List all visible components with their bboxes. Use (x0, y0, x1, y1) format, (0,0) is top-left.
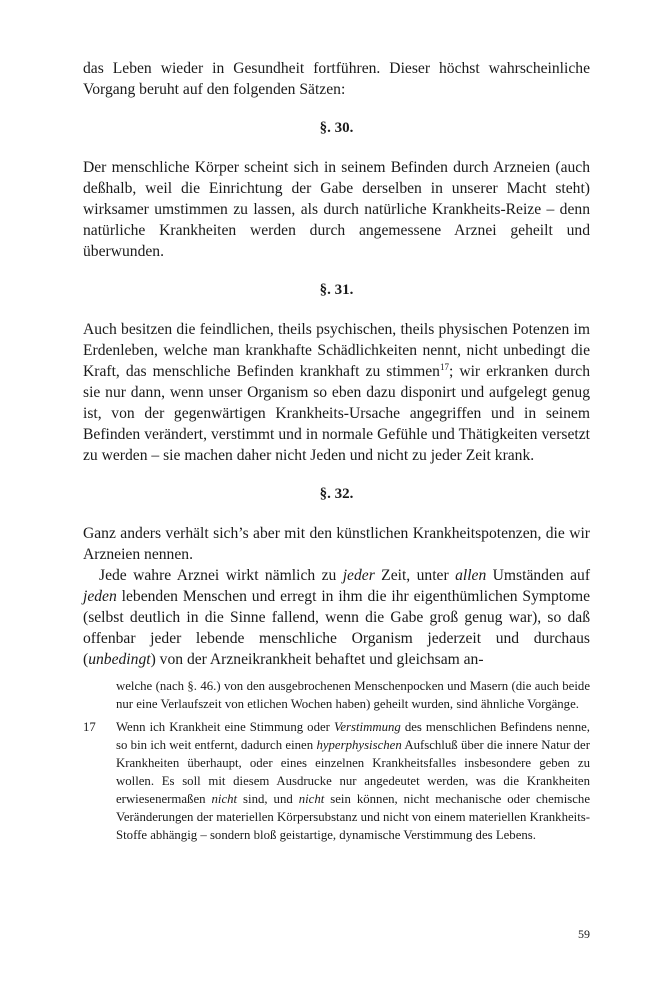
fn17-em-verstimmung: Verstimmung (333, 720, 401, 734)
section-32-paragraph-2 (83, 565, 590, 670)
s32-p2-em-jeden: jeden (83, 588, 117, 605)
s32-p2-a: Jede wahre Arznei wirkt nämlich zu (99, 567, 343, 584)
fn17-em-hyperphysischen: hyperphysischen (316, 738, 402, 752)
section-31-text-b: ; wir erkranken durch sie nur dann, wenn unser Organism so eben dazu disponirt und aufgelegt genug ist, von der gegenwärtigen Krankheits-Ursache angegriffen und in seinem Befinden verändert, verstimmt und in normale Gefühle und Thätigkeiten versetzt zu werden – sie machen daher nicht Jeden und nicht zu jeder Zeit krank. (83, 363, 590, 464)
s32-p2-em-allen: allen (455, 567, 487, 584)
section-32-paragraph-1: Ganz anders verhält sich’s aber mit den künstlichen Krankheitspotenzen, die wir Arzneien nennen. (83, 525, 590, 563)
section-30-heading: §. 30. (319, 120, 354, 136)
section-30-text: Der menschliche Körper scheint sich in seinem Befinden durch Arzneien (auch deßhalb, weil die Einrichtung der Gabe derselben in unserer Macht steht) wirksamer umstimmen zu lassen, als durch natürliche Krankheits-Reize – denn natürliche Krankheiten werden durch angemessene Arznei geheilt und überwunden. (83, 159, 590, 260)
section-32-heading: §. 32. (319, 486, 354, 502)
s32-p2-b: Zeit, unter (374, 567, 456, 584)
intro-paragraph: das Leben wieder in Gesundheit fortführen. Dieser höchst wahrscheinliche Vorgang beruht auf den folgenden Sätzen: (83, 60, 590, 98)
s32-p2-d: lebenden Menschen und erregt in ihm die ihr eigenthümlichen Symptome (selbst deutlich in die Sinne fallend, wenn die Gabe groß genug war), so daß offenbar jeder lebende menschliche Organism jederzeit und durchaus ( (83, 588, 590, 668)
footnote-17 (83, 718, 590, 844)
fn17-em-nicht-1: nicht (211, 792, 238, 806)
footnote-continuation: welche (nach §. 46.) von den ausgebrochenen Menschenpocken und Masern (die auch beide nur eine Verlaufszeit von etlichen Wochen haben) geheilt wurden, sind ähnliche Vorgänge. (116, 679, 590, 711)
s32-p2-c: Umständen auf (486, 567, 591, 584)
fn17-d: sind, und (237, 792, 299, 806)
page-body (83, 58, 590, 844)
page-number: 59 (578, 927, 590, 941)
s32-p2-em-unbedingt: unbedingt (88, 651, 151, 668)
section-31-text-a: Auch besitzen die feindlichen, theils psychischen, theils physischen Potenzen im Erdenleben, welche man krankhafte Schädlichkeiten nennt, nicht unbedingt die Kraft, das menschliche Befinden krankhaft zu stimmen (83, 321, 590, 380)
s32-p2-em-jeder: jeder (342, 567, 375, 584)
footnote-17-number: 17 (83, 720, 96, 734)
fn17-e: sein können, nicht mechanische oder chemische Veränderungen der materiellen Körpersubstanz und nicht von einem materiellen Krankheits-Stoffe abhängig – sondern bloß geistartige, dynamische Verstimmung des Lebens. (116, 792, 590, 842)
fn17-em-nicht-2: nicht (298, 792, 325, 806)
fn17-a: Wenn ich Krankheit eine Stimmung oder (116, 720, 334, 734)
fn17-b: des menschlichen Befindens nenne, so bin ich weit entfernt, dadurch einen (116, 720, 590, 752)
section-31-text (83, 319, 590, 466)
section-31-heading: §. 31. (319, 282, 354, 298)
s32-p2-e: ) von der Arzneikrankheit behaftet und gleichsam an- (150, 651, 484, 668)
footnote-ref-17[interactable]: 17 (439, 361, 449, 372)
fn17-c: Aufschluß über die innere Natur der Krankheiten überhaupt, oder eines einzelnen Krankheitsfalles insbesondere geben zu wollen. Es soll mit diesem Ausdrucke nur angedeutet werden, was die Krankheiten erwiesenermaßen (116, 738, 591, 806)
